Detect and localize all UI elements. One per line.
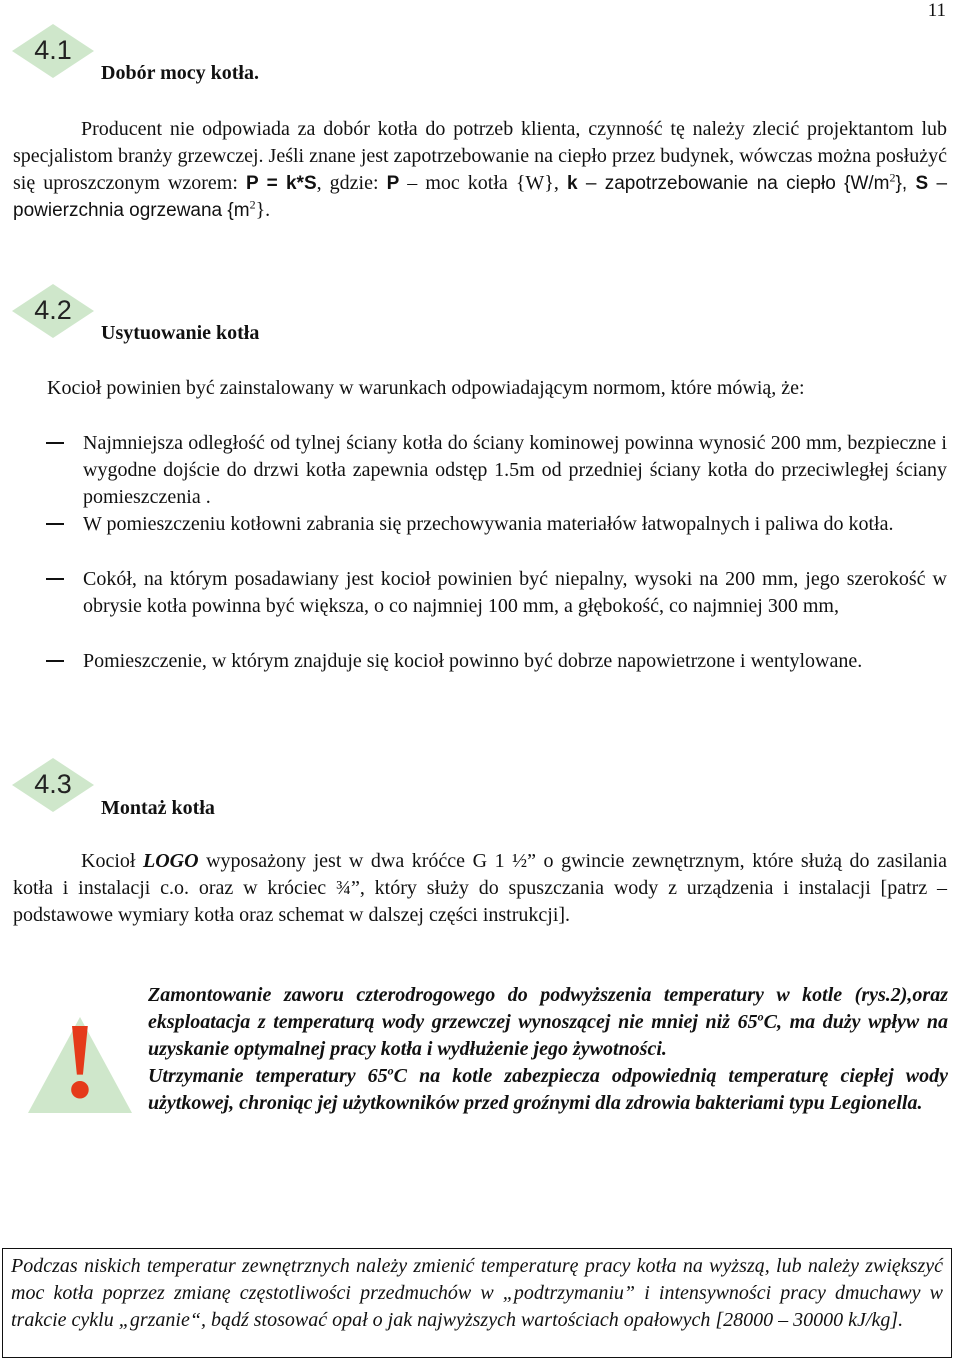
- brand-logo-text: LOGO: [142, 850, 199, 872]
- bullet-dash: [46, 660, 64, 662]
- page-number: 11: [927, 0, 946, 21]
- section-number: 4.3: [34, 769, 72, 799]
- list-item: Najmniejsza odległość od tylnej ściany kotła do ściany kominowej powinna wynosić 200 mm, bezpieczne i wygodne dojście do drzwi kotła zapewnia odstęp 1.5m od przedniej ściany kotła do przeciwległej ściany pomieszczenia .: [83, 432, 947, 508]
- list-item: Cokół, na którym posadawiany jest kocioł powinien być niepalny, wysoki na 200 mm, jego szerokość w obrysie kotła powinna być większa, o co najmniej 100 mm, a głębokość, co najmniej 300 mm,: [83, 568, 947, 617]
- exclamation-icon: !: [62, 1002, 98, 1121]
- section-title: Dobór mocy kotła.: [101, 62, 259, 84]
- section-number: 4.1: [34, 35, 72, 65]
- warning-text: Zamontowanie zaworu czterodrogowego do podwyższenia temperatury w kotle (rys.2),oraz eksploatacja z temperaturą wody grzewczej wynoszącej nie mniej niż 65$^o$C, ma duży wpływ na uzyskanie optymalnej pracy kotła i wydłużenie jego żywotności. Utrzymanie temperatury 65$^o$C na kotle zabezpiecza odpowiednią temperaturę ciepłej wody użytkowej, chroniąc jej użytkowników przed groźnymi dla zdrowia bakteriami typu Legionella.: [148, 984, 949, 1114]
- note-box: Podczas niskich temperatur zewnętrznych należy zmienić temperaturę pracy kotła na wyższą, lub należy zwiększyć moc kotła poprzez zmianę częstotliwości przedmuchów w „podtrzymaniu” i intensywności pracy dmuchawy w trakcie cyklu „grzanie“, bądź stosować opał o jak najwyższych wartościach opałowych [28000 – 30000 kJ/kg].: [2, 1248, 952, 1358]
- list-item: Pomieszczenie, w którym znajduje się kocioł powinno być dobrze napowietrzone i wentylowane.: [83, 650, 863, 672]
- list-item: W pomieszczeniu kotłowni zabrania się przechowywania materiałów łatwopalnych i paliwa do kotła.: [83, 513, 894, 535]
- bullet-dash: [46, 523, 64, 525]
- bullet-dash: [46, 442, 64, 444]
- section-number: 4.2: [34, 295, 72, 325]
- section-paragraph: Producent nie odpowiada za dobór kotła do potrzeb klienta, czynność tę należy zlecić projektantom lub specjalistom branży grzewczej. Jeśli znane jest zapotrzebowanie na ciepło przez budynek, wówczas można posłużyć się uproszczonym wzorem: P = k*S, gdzie: P – moc kotła {W}, k – zapotrzebowanie na ciepło $\{W/m^2\}$, S – powierzchnia ogrzewana $\{m^2\}$.: [13, 118, 948, 221]
- bullet-dash: [46, 578, 64, 580]
- section-paragraph: Kocioł LOGO wyposażony jest w dwa króćce G 1 ½” o gwincie zewnętrznym, które służą do zasilania kotła i instalacji c.o. oraz w króciec ¾”, który służy do spuszczania wody z urządzenia i instalacji [patrz – podstawowe wymiary kotła oraz schemat w dalszej części instrukcji].: [13, 850, 948, 926]
- formula: P = k*S: [245, 173, 317, 194]
- section-title: Montaż kotła: [101, 797, 215, 819]
- section-title: Usytuowanie kotła: [101, 322, 260, 344]
- section-intro: Kocioł powinien być zainstalowany w warunkach odpowiadającym normom, które mówią, że:: [47, 377, 805, 399]
